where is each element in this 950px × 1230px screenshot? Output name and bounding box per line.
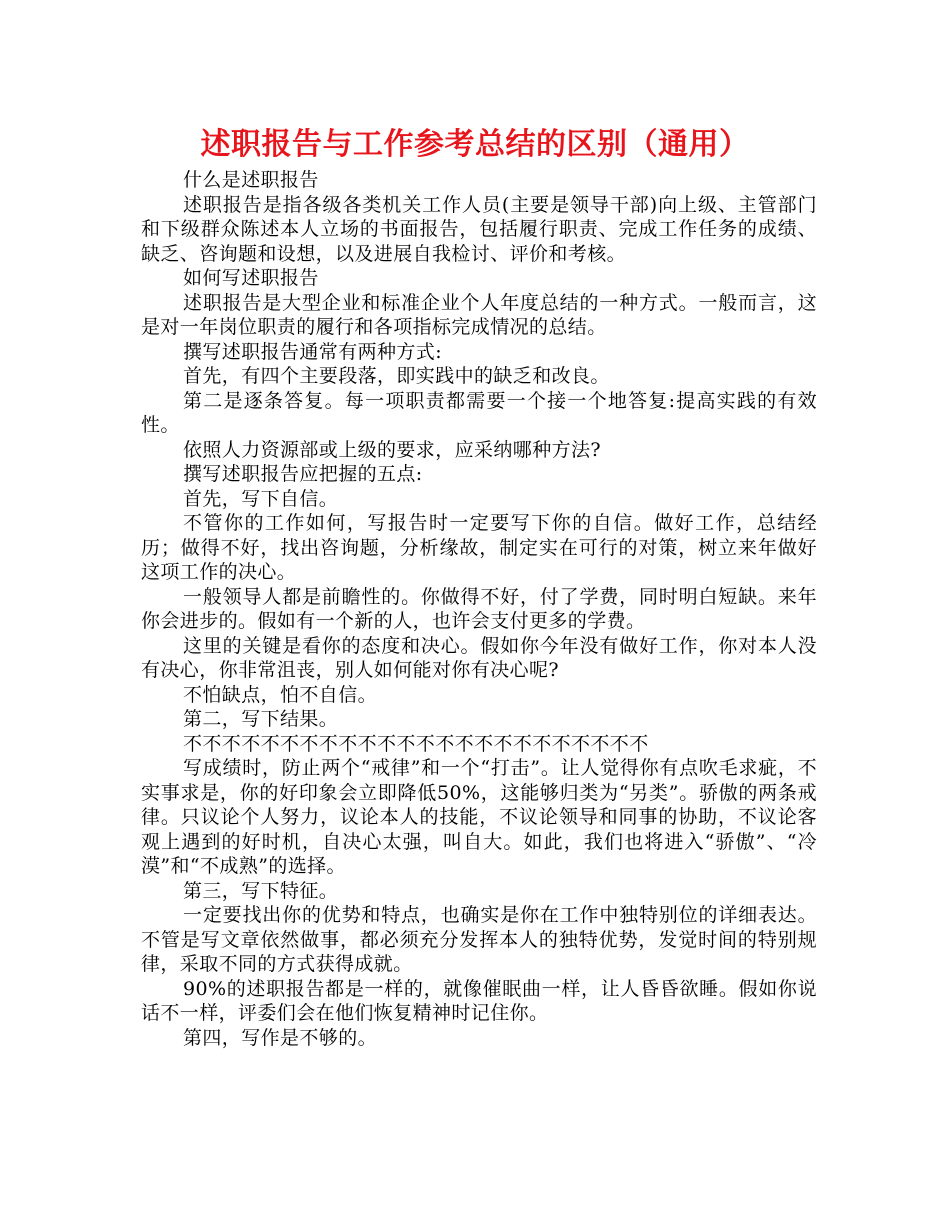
paragraph: 一般领导人都是前瞻性的。你做得不好，付了学费，同时明白短缺。来年你会进步的。假如有一个新的人，也许会支付更多的学费。 [141,585,817,632]
paragraph: 撰写述职报告通常有两种方式: [183,340,443,363]
paragraph: 首先，有四个主要段落，即实践中的缺乏和改良。 [183,365,610,387]
paragraph: 述职报告是指各级各类机关工作人员(主要是领导干部)向上级、主管部门和下级群众陈述本人立场的书面报告，包括履行职责、完成工作任务的成绩、缺乏、咨询题和设想，以及进展自我检讨、评价和考核。 [141,193,817,265]
paragraph: 如何写述职报告 [183,267,319,289]
paragraph: 这里的关键是看你的态度和决心。假如你今年没有做好工作，你对本人没有决心，你非常沮丧，别人如何能对你有决心呢? [141,634,817,681]
paragraph: 90%的述职报告都是一样的，就像催眠曲一样，让人昏昏欲睡。假如你说话不一样，评委们会在他们恢复精神时记住你。 [141,977,817,1024]
paragraph: 述职报告是大型企业和标准企业个人年度总结的一种方式。一般而言，这是对一年岗位职责的履行和各项指标完成情况的总结。 [141,291,817,338]
paragraph: 首先，写下自信。 [183,487,339,510]
document-title: 述职报告与工作参考总结的区别（通用） [200,127,750,162]
paragraph: 依照人力资源部或上级的要求，应采纳哪种方法? [183,438,601,461]
paragraph: 第二是逐条答复。每一项职责都需要一个接一个地答复:提高实践的有效性。 [141,389,817,436]
paragraph: 撰写述职报告应把握的五点: [183,463,423,485]
paragraph: 第二，写下结果。 [183,708,339,730]
paragraph: 写成绩时，防止两个“戒律”和一个“打击”。让人觉得你有点吹毛求疵，不实事求是，你的好印象会立即降低50%，这能够归类为“另类”。骄傲的两条戒律。只议论个人努力，议论本人的技能，不议论领导和同事的协助，不议论客观上遇到的好时机，自决心太强，叫自大。如此，我们也将进入“骄傲”、“冷漠”和“不成熟”的选择。 [141,757,817,877]
paragraph: 什么是述职报告 [183,169,319,191]
paragraph: 一定要找出你的优势和特点，也确实是你在工作中独特别位的详细表达。不管是写文章依然做事，都必须充分发挥本人的独特优势，发觉时间的特别规律，采取不同的方式获得成就。 [141,904,817,975]
document-body [141,168,817,1050]
paragraph: 不不不不不不不不不不不不不不不不不不不不不不不不 [183,732,649,755]
paragraph: 第三，写下特征。 [183,879,339,902]
paragraph: 不管你的工作如何，写报告时一定要写下你的自信。做好工作，总结经历；做得不好，找出咨询题，分析缘故，制定实在可行的对策，树立来年做好这项工作的决心。 [141,512,817,583]
paragraph: 不怕缺点，怕不自信。 [183,683,378,706]
paragraph: 第四，写作是不够的。 [183,1026,378,1049]
